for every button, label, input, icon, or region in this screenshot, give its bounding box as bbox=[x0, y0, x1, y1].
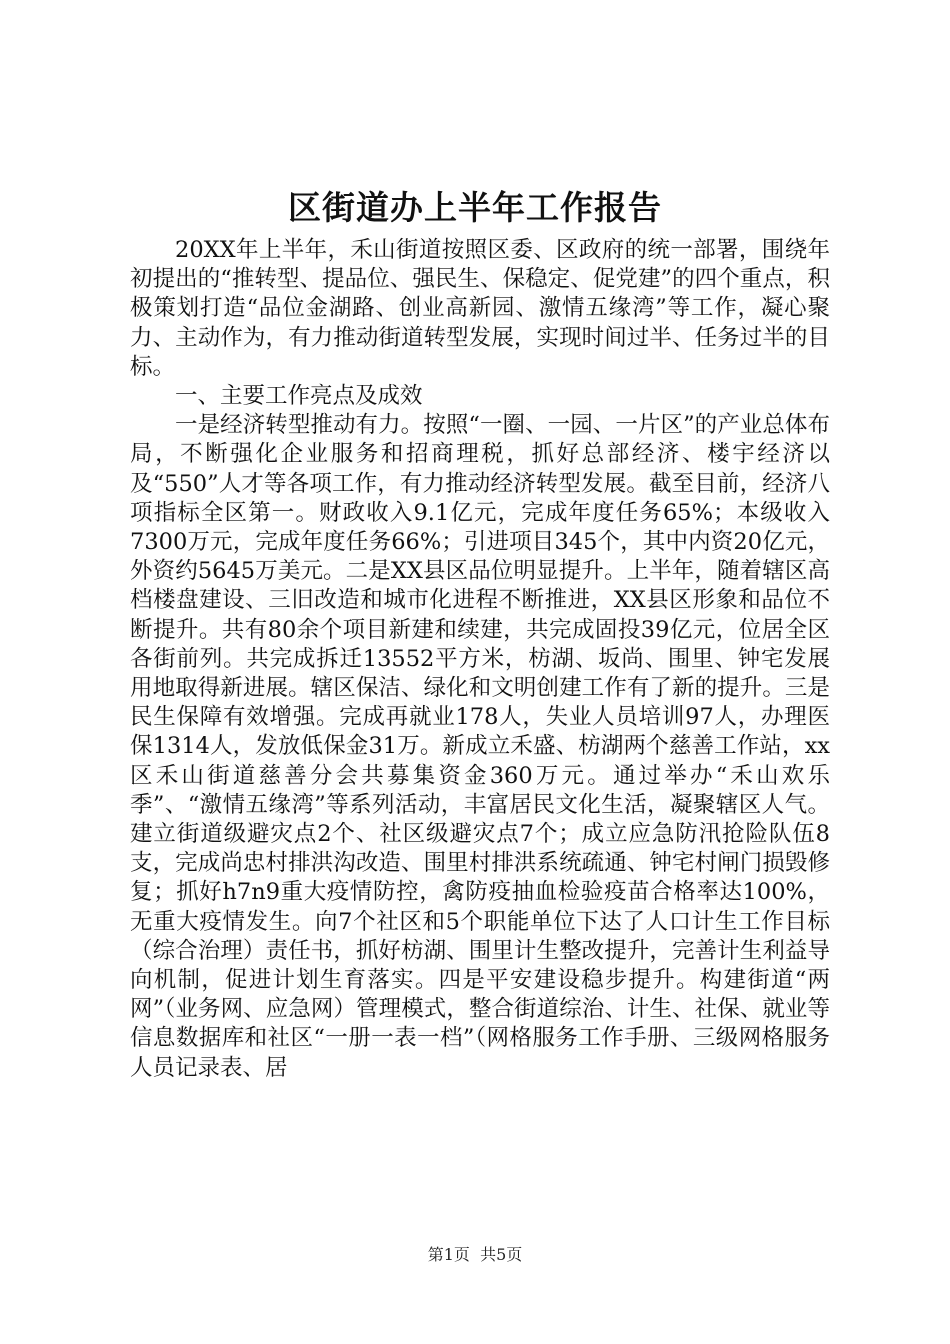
section-heading: 一、主要工作亮点及成效 bbox=[175, 383, 423, 410]
intro-paragraph: 20XX年上半年，禾山街道按照区委、区政府的统一部署，围绕年初提出的“推转型、提品位、强民生、保稳定、促党建”的四个重点，积极策划打造“品位金湖路、创业高新园、激情五缘湾”等工作，凝心聚力、主动作为，有力推动街道转型发展，实现时间过半、任务过半的目标。 bbox=[130, 237, 830, 380]
document-body bbox=[130, 236, 830, 1083]
page-number: 第1页 共5页 bbox=[427, 1245, 523, 1264]
document-title: 区街道办上半年工作报告 bbox=[288, 188, 662, 227]
page-footer bbox=[0, 1244, 950, 1266]
highlights-paragraph: 一是经济转型推动有力。按照“一圈、一园、一片区”的产业总体布局，不断强化企业服务和招商理税，抓好总部经济、楼宇经济以及“550”人才等各项工作，有力推动经济转型发展。截至目前，经济八项指标全区第一。财政收入9.1亿元，完成年度任务65%；本级收入7300万元，完成年度任务66%；引进项目345个，其中内资20亿元，外资约5645万美元。二是XX县区品位明显提升。上半年，随着辖区高档楼盘建设、三旧改造和城市化进程不断推进，XX县区形象和品位不断提升。共有80余个项目新建和续建，共完成固投39亿元，位居全区各街前列。共完成拆迁13552平方米，枋湖、坂尚、围里、钟宅发展用地取得新进展。辖区保洁、绿化和文明创建工作有了新的提升。三是民生保障有效增强。完成再就业178人，失业人员培训97人，办理医保1314人，发放低保金31万。新成立禾盛、枋湖两个慈善工作站，xx区禾山街道慈善分会共募集资金360万元。通过举办“禾山欢乐季”、“激情五缘湾”等系列活动，丰富居民文化生活，凝聚辖区人气。建立街道级避灾点2个、社区级避灾点7个；成立应急防汛抢险队伍8支，完成尚忠村排洪沟改造、围里村排洪系统疏通、钟宅村闸门损毁修复；抓好h7n9重大疫情防控，禽防疫抽血检验疫苗合格率达100%，无重大疫情发生。向7个社区和5个职能单位下达了人口计生工作目标（综合治理）责任书，抓好枋湖、围里计生整改提升，完善计生利益导向机制，促进计划生育落实。四是平安建设稳步提升。构建街道“两网”（业务网、应急网）管理模式，整合街道综治、计生、社保、就业等信息数据库和社区“一册一表一档”（网格服务工作手册、三级网格服务人员记录表、居 bbox=[130, 412, 830, 1081]
